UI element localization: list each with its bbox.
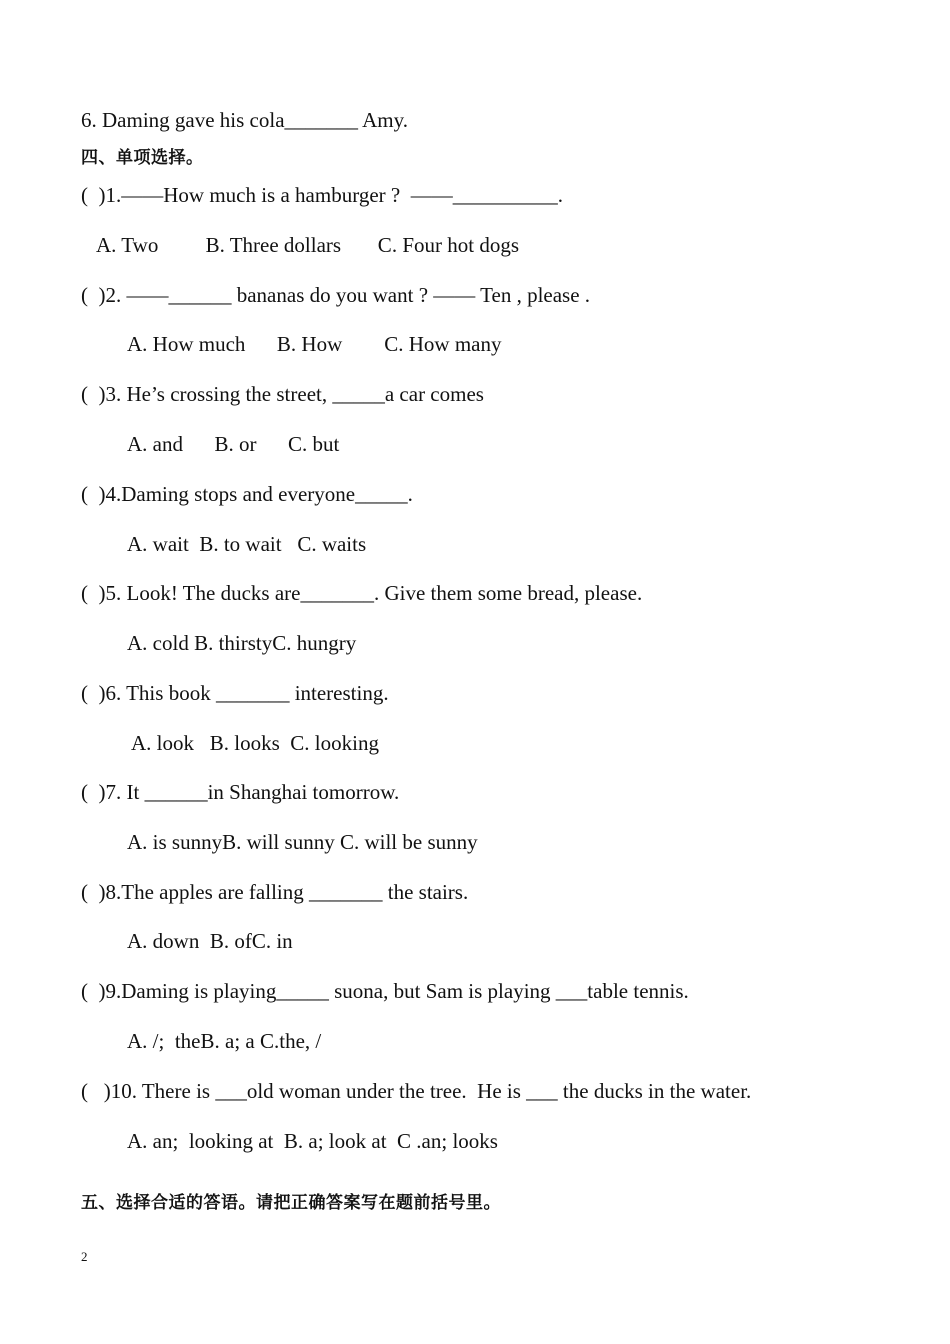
page-number: 2 [81, 1249, 88, 1264]
question-5-options: A. cold B. thirstyC. hungry [127, 631, 357, 655]
question-3-options: A. and B. or C. but [127, 432, 340, 456]
question-5-stem: ( )5. Look! The ducks are_______. Give them some bread, please. [81, 581, 643, 605]
question-7-options: A. is sunnyB. will sunny C. will be sunny [127, 830, 478, 854]
question-4-stem: ( )4.Daming stops and everyone_____. [81, 482, 413, 506]
question-4-options: A. wait B. to wait C. waits [127, 532, 367, 556]
section-4-heading: 四、单项选择。 [81, 148, 204, 168]
question-9-options: A. /; theB. a; a C.the, / [127, 1029, 322, 1053]
question-3-stem: ( )3. He’s crossing the street, _____a car comes [81, 382, 484, 406]
question-6-stem: ( )6. This book _______ interesting. [81, 681, 389, 705]
question-8-options: A. down B. ofC. in [127, 929, 293, 953]
question-6-options: A. look B. looks C. looking [131, 731, 379, 755]
question-2-stem: ( )2. ——______ bananas do you want ? —— Ten , please . [81, 283, 591, 307]
question-8-stem: ( )8.The apples are falling _______ the stairs. [81, 880, 469, 904]
question-7-stem: ( )7. It ______in Shanghai tomorrow. [81, 780, 400, 804]
section-5-heading: 五、选择合适的答语。请把正确答案写在题前括号里。 [81, 1193, 501, 1213]
question-9-stem: ( )9.Daming is playing_____ suona, but Sam is playing ___table tennis. [81, 979, 689, 1003]
question-10-stem: ( )10. There is ___old woman under the tree. He is ___ the ducks in the water. [81, 1079, 752, 1103]
question-10-options: A. an; looking at B. a; look at C .an; looks [127, 1129, 498, 1153]
question-1-options: A. Two B. Three dollars C. Four hot dogs [96, 233, 519, 257]
question-1-stem: ( )1.——How much is a hamburger ? ——__________. [81, 183, 563, 207]
question-6-fill: 6. Daming gave his cola_______ Amy. [81, 108, 409, 132]
question-2-options: A. How much B. How C. How many [127, 332, 502, 356]
